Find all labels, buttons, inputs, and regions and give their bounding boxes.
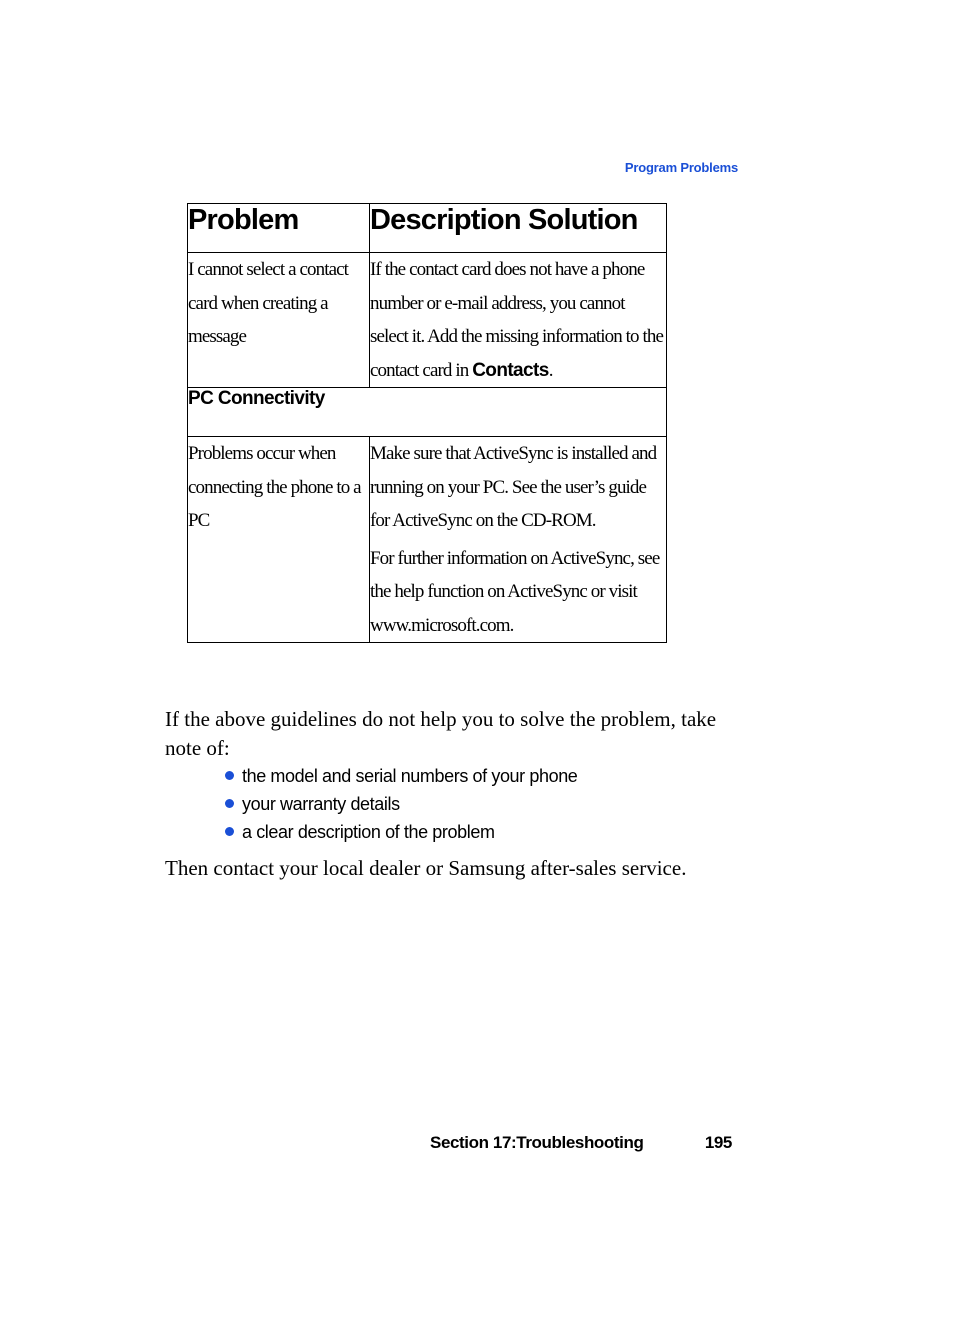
- table-row: [188, 437, 667, 643]
- solution-text-end: .: [548, 359, 553, 381]
- page-footer: [430, 1133, 732, 1153]
- solution-paragraph: Make sure that ActiveSync is installed and running on your PC. See the user’s guide for ActiveSync on the CD-ROM.: [370, 443, 657, 531]
- bullet-dot-icon: [225, 771, 234, 780]
- table-header-row: [188, 204, 667, 253]
- list-item-text: your warranty details: [242, 794, 400, 814]
- solution-text: If the contact card does not have a phone number or e-mail address, you cannot select it. Add the missing information to the contact card in: [370, 259, 664, 381]
- column-header-solution: Description Solution: [370, 204, 667, 253]
- column-header-problem: Problem: [188, 204, 370, 253]
- running-header: Program Problems: [624, 160, 738, 175]
- list-item-text: the model and serial numbers of your phone: [242, 766, 578, 786]
- solution-paragraph: For further information on ActiveSync, see the help function on ActiveSync or visit www.microsoft.com.: [370, 547, 660, 636]
- section-heading-pc-connectivity: PC Connectivity: [188, 388, 667, 437]
- list-item: [225, 762, 577, 790]
- table-row: [188, 253, 667, 388]
- intro-paragraph: If the above guidelines do not help you to solve the problem, take note of:: [165, 707, 717, 760]
- problem-cell: [188, 253, 370, 388]
- problem-text: I cannot select a contact card when creating a message: [188, 259, 349, 347]
- bullet-list: [225, 762, 577, 846]
- problem-text: Problems occur when connecting the phone to a PC: [188, 443, 361, 531]
- list-item: [225, 790, 577, 818]
- list-item: [225, 818, 577, 846]
- page-number: 195: [704, 1133, 732, 1152]
- solution-cell: [370, 253, 667, 388]
- list-item-text: a clear description of the problem: [242, 822, 495, 842]
- troubleshooting-table: [187, 203, 667, 643]
- section-row: [188, 388, 667, 437]
- contacts-term: Contacts: [472, 359, 549, 381]
- problem-cell: [188, 437, 370, 643]
- closing-paragraph: Then contact your local dealer or Samsung after-sales service.: [165, 856, 687, 880]
- solution-cell: [370, 437, 667, 643]
- footer-section-title: Section 17:Troubleshooting: [430, 1133, 644, 1152]
- bullet-dot-icon: [225, 827, 234, 836]
- bullet-dot-icon: [225, 799, 234, 808]
